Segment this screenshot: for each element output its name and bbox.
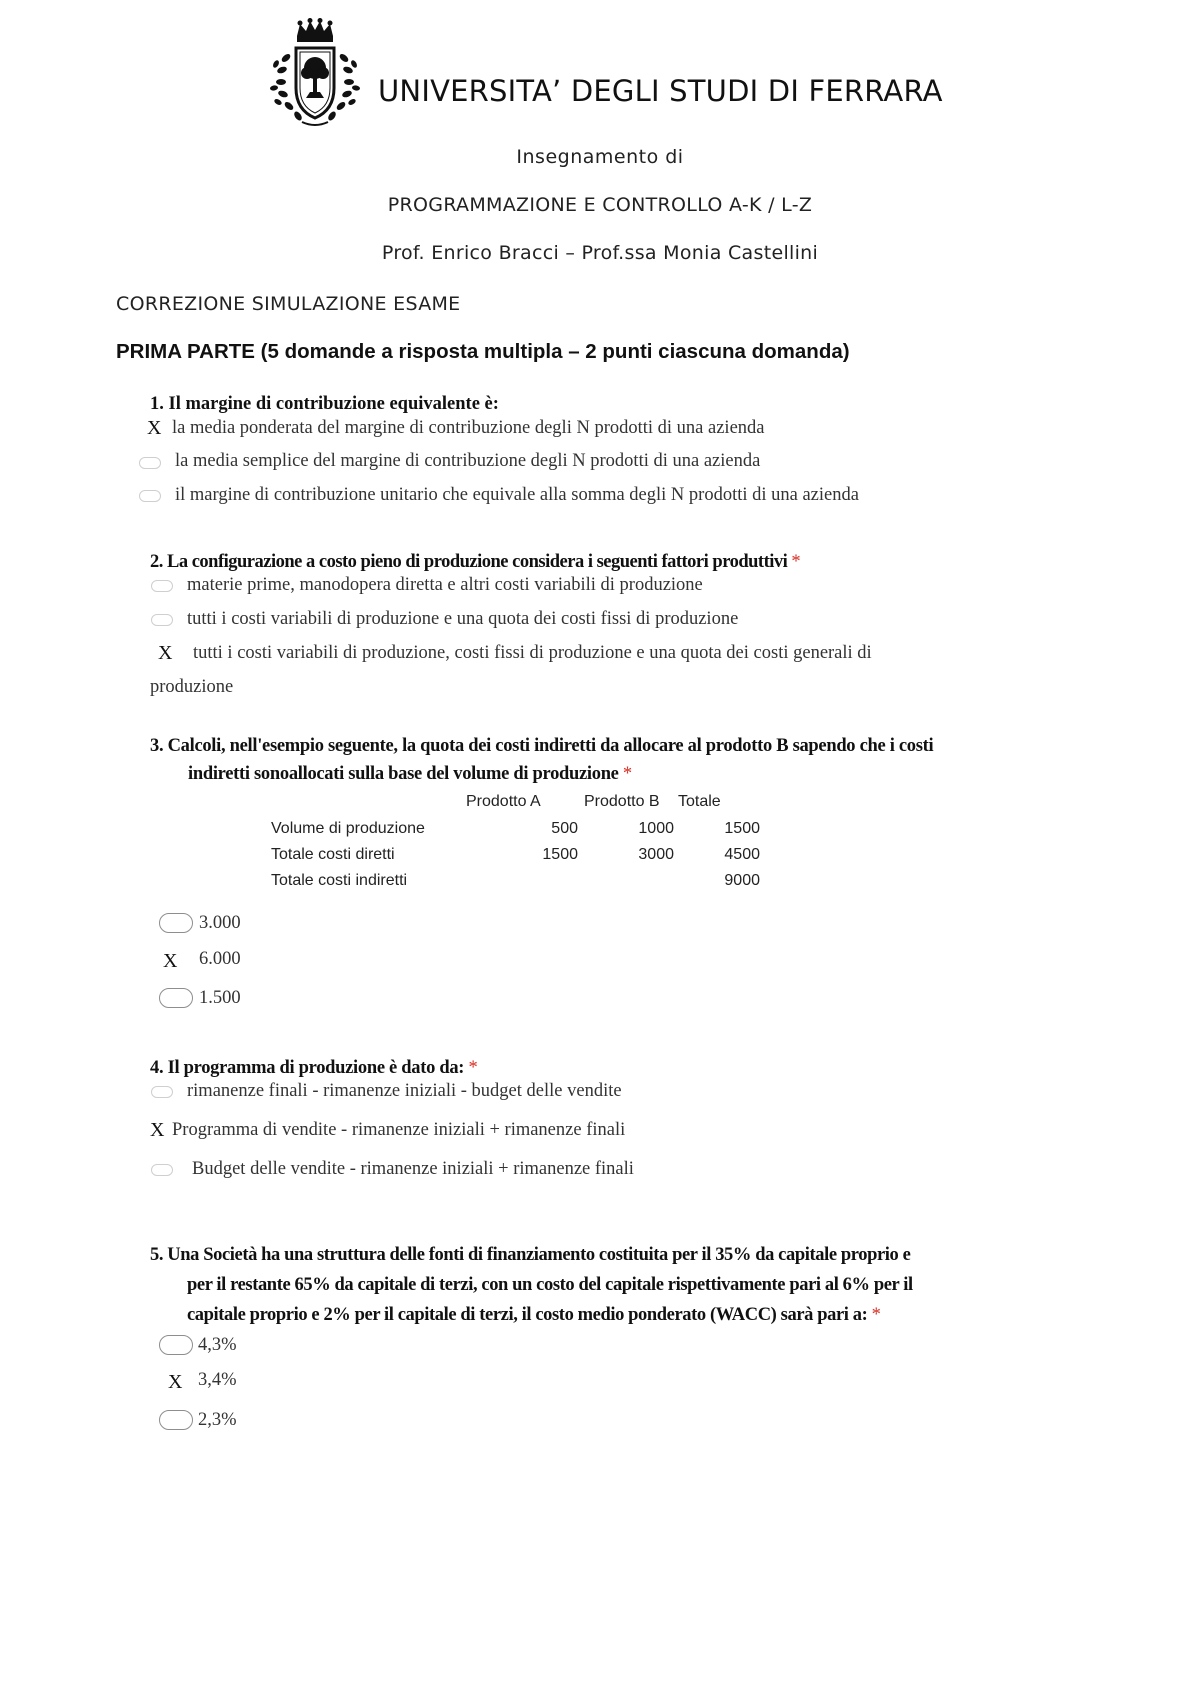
question-5-option-2[interactable]: 3,4% [198,1370,237,1390]
question-3-text-line-2 [188,764,632,785]
question-1-option-3-radio[interactable] [139,490,161,502]
question-4-option-1[interactable]: rimanenze finali - rimanenze iniziali - budget delle vendite [187,1081,622,1101]
question-1-option-1[interactable]: la media ponderata del margine di contribuzione degli N prodotti di una azienda [172,418,765,438]
question-4-label: 4. Il programma di produzione è dato da: [150,1058,465,1078]
question-2-selected-mark: X [158,642,173,664]
required-asterisk: * [622,764,632,784]
table-header-prodotto-a: Prodotto A [466,793,541,810]
question-5-label: capitale proprio e 2% per il capitale di terzi, il costo medio ponderato (WACC) sarà pari a: [187,1305,868,1325]
question-2-option-3-continuation[interactable]: produzione [150,677,234,697]
question-1-selected-mark: X [147,417,162,439]
question-5-selected-mark: X [168,1371,183,1393]
table-cell: 1500 [724,820,760,837]
question-1-text: 1. Il margine di contribuzione equivalente è: [150,394,499,414]
question-4-option-1-radio[interactable] [151,1086,173,1098]
table-row-label: Volume di produzione [271,820,425,837]
table-header-totale: Totale [678,793,721,810]
table-header-prodotto-b: Prodotto B [584,793,660,810]
question-4-option-2[interactable]: Programma di vendite - rimanenze iniziali + rimanenze finali [172,1120,626,1140]
question-4-selected-mark: X [150,1119,165,1141]
university-name: UNIVERSITA’ DEGLI STUDI DI FERRARA [378,74,943,108]
question-5-option-3-radio[interactable] [159,1410,193,1430]
table-cell: 500 [551,820,578,837]
question-4-text [150,1058,477,1079]
question-2-label: 2. La configurazione a costo pieno di produzione considera i seguenti fattori produttivi [150,552,788,572]
question-5-text-line-2: per il restante 65% da capitale di terzi, con un costo del capitale rispettivamente pari al 6% per il [187,1275,913,1295]
university-header [270,18,970,128]
question-2-option-1[interactable]: materie prime, manodopera diretta e altri costi variabili di produzione [187,575,703,595]
question-2-option-3[interactable]: tutti i costi variabili di produzione, costi fissi di produzione e una quota dei costi generali di [193,643,872,663]
question-2-text [150,552,800,573]
course-intro: Insegnamento di [516,146,684,168]
question-5-option-1-radio[interactable] [159,1335,193,1355]
question-3-option-1[interactable]: 3.000 [199,913,241,933]
question-5-text-line-1: 5. Una Società ha una struttura delle fonti di finanziamento costituita per il 35% da capitale proprio e [150,1245,911,1265]
question-4-option-3-radio[interactable] [151,1164,173,1176]
table-cell: 9000 [724,872,760,889]
question-1-option-2[interactable]: la media semplice del margine di contribuzione degli N prodotti di una azienda [175,451,761,471]
required-asterisk: * [871,1305,881,1325]
professors: Prof. Enrico Bracci – Prof.ssa Monia Castellini [381,242,819,264]
question-5-text-line-3 [187,1305,880,1326]
document-title: CORREZIONE SIMULAZIONE ESAME [116,293,461,315]
question-5-option-1[interactable]: 4,3% [198,1335,237,1355]
question-3-option-3-radio[interactable] [159,988,193,1008]
question-4-option-3[interactable]: Budget delle vendite - rimanenze iniziali + rimanenze finali [192,1159,634,1179]
question-5-option-3[interactable]: 2,3% [198,1410,237,1430]
question-1-option-3[interactable]: il margine di contribuzione unitario che equivale alla somma degli N prodotti di una azienda [175,485,859,505]
question-3-option-3[interactable]: 1.500 [199,988,241,1008]
table-cell: 1500 [542,846,578,863]
required-asterisk: * [791,552,801,572]
table-row-label: Totale costi indiretti [271,872,408,889]
question-2-option-2-radio[interactable] [151,614,173,626]
table-cell: 3000 [638,846,674,863]
question-1-option-2-radio[interactable] [139,457,161,469]
question-3-text-line-1: 3. Calcoli, nell'esempio seguente, la quota dei costi indiretti da allocare al prodotto B sapendo che i costi [150,736,934,756]
question-3-label: indiretti sonoallocati sulla base del volume di produzione [188,764,619,784]
university-crest-icon [270,18,360,128]
question-3-option-2[interactable]: 6.000 [199,949,241,969]
table-row-label: Totale costi diretti [271,846,395,863]
table-cell: 1000 [638,820,674,837]
question-3-option-1-radio[interactable] [159,913,193,933]
question-2-option-2[interactable]: tutti i costi variabili di produzione e una quota dei costi fissi di produzione [187,609,739,629]
section-title: PRIMA PARTE (5 domande a risposta multipla – 2 punti ciascuna domanda) [116,340,850,363]
question-3-selected-mark: X [163,950,178,972]
question-2-option-1-radio[interactable] [151,580,173,592]
course-name: PROGRAMMAZIONE E CONTROLLO A-K / L-Z [387,194,813,216]
table-cell: 4500 [724,846,760,863]
required-asterisk: * [468,1058,478,1078]
